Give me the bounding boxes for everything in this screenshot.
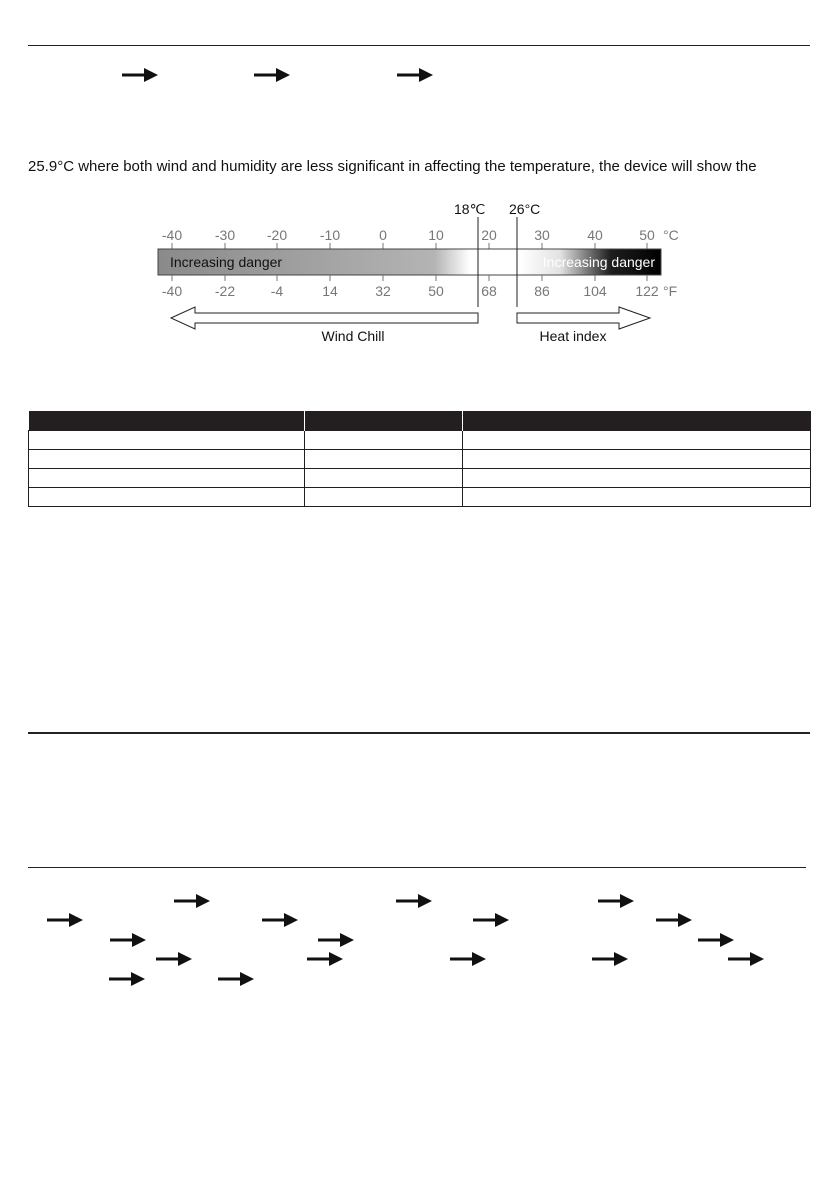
table-header-row xyxy=(29,411,811,431)
heat-index-arrow-icon xyxy=(517,307,650,329)
celsius-tick-label: 20 xyxy=(481,227,497,243)
arrow-right-icon xyxy=(450,952,486,966)
celsius-tick-label: -10 xyxy=(319,227,341,243)
table-header-cell xyxy=(305,411,463,431)
arrow-right-icon xyxy=(174,894,210,908)
table-header-cell xyxy=(29,411,305,431)
table-cell xyxy=(305,488,463,507)
table-row xyxy=(29,450,811,469)
arrow-right-icon xyxy=(307,952,343,966)
arrow-right-icon xyxy=(473,913,509,927)
arrow-right-icon xyxy=(110,933,146,947)
arrow-right-icon xyxy=(254,68,290,82)
celsius-tick-label: 40 xyxy=(587,227,603,243)
celsius-tick-label: 0 xyxy=(379,227,387,243)
fahrenheit-tick-label: -22 xyxy=(214,283,236,299)
fahrenheit-tick-label: 50 xyxy=(428,283,444,299)
arrow-right-icon xyxy=(396,894,432,908)
wind-chill-label: Wind Chill xyxy=(321,328,385,344)
table-cell xyxy=(305,469,463,488)
wind-chill-arrow-icon xyxy=(171,307,478,329)
fahrenheit-tick-label: 86 xyxy=(534,283,550,299)
table-row xyxy=(29,431,811,450)
arrow-right-icon xyxy=(592,952,628,966)
marker-label-high: 26°C xyxy=(509,201,541,217)
arrow-right-icon xyxy=(598,894,634,908)
temperature-scale-diagram xyxy=(140,195,700,350)
table-row xyxy=(29,469,811,488)
celsius-tick-label: 30 xyxy=(534,227,550,243)
arrow-right-icon xyxy=(656,913,692,927)
fahrenheit-tick-label: -40 xyxy=(161,283,183,299)
celsius-tick-label: -40 xyxy=(161,227,183,243)
section-divider-middle xyxy=(28,732,810,734)
danger-label-left: Increasing danger xyxy=(170,254,283,270)
table-cell xyxy=(463,450,811,469)
celsius-tick-label: 10 xyxy=(428,227,444,243)
fahrenheit-tick-label: 32 xyxy=(375,283,391,299)
arrow-right-icon xyxy=(728,952,764,966)
table-cell xyxy=(463,431,811,450)
table-cell xyxy=(29,469,305,488)
table-cell xyxy=(463,488,811,507)
section-divider-top xyxy=(28,45,810,46)
heat-index-label: Heat index xyxy=(539,328,607,344)
section-divider-lower xyxy=(28,867,806,868)
marker-label-low: 18℃ xyxy=(454,201,486,217)
arrow-right-icon xyxy=(109,972,145,986)
fahrenheit-unit-label: °F xyxy=(663,283,678,299)
celsius-unit-label: °C xyxy=(663,227,679,243)
celsius-tick-label: -30 xyxy=(214,227,236,243)
fahrenheit-tick-label: 14 xyxy=(322,283,338,299)
table-cell xyxy=(463,469,811,488)
table-cell xyxy=(29,431,305,450)
table-cell xyxy=(305,431,463,450)
fahrenheit-tick-label: 68 xyxy=(481,283,497,299)
table-cell xyxy=(29,450,305,469)
table-cell xyxy=(305,450,463,469)
arrow-right-icon xyxy=(122,68,158,82)
arrow-right-icon xyxy=(218,972,254,986)
table-cell xyxy=(29,488,305,507)
arrow-right-icon xyxy=(698,933,734,947)
data-table xyxy=(28,411,811,507)
arrow-right-icon xyxy=(156,952,192,966)
arrow-right-icon xyxy=(318,933,354,947)
celsius-tick-label: -20 xyxy=(266,227,288,243)
celsius-tick-label: 50 xyxy=(639,227,655,243)
danger-label-right: Increasing danger xyxy=(542,254,655,270)
celsius-axis xyxy=(162,227,679,243)
paragraph-text: 25.9°C where both wind and humidity are less significant in affecting the temperature, the device will show the xyxy=(28,158,757,175)
arrow-right-icon xyxy=(397,68,433,82)
arrow-right-icon xyxy=(47,913,83,927)
fahrenheit-tick-label: 104 xyxy=(583,283,607,299)
table-header-cell xyxy=(463,411,811,431)
arrow-right-icon xyxy=(262,913,298,927)
fahrenheit-tick-label: 122 xyxy=(635,283,659,299)
fahrenheit-tick-label: -4 xyxy=(270,283,284,299)
table-row xyxy=(29,488,811,507)
fahrenheit-axis xyxy=(162,283,677,299)
